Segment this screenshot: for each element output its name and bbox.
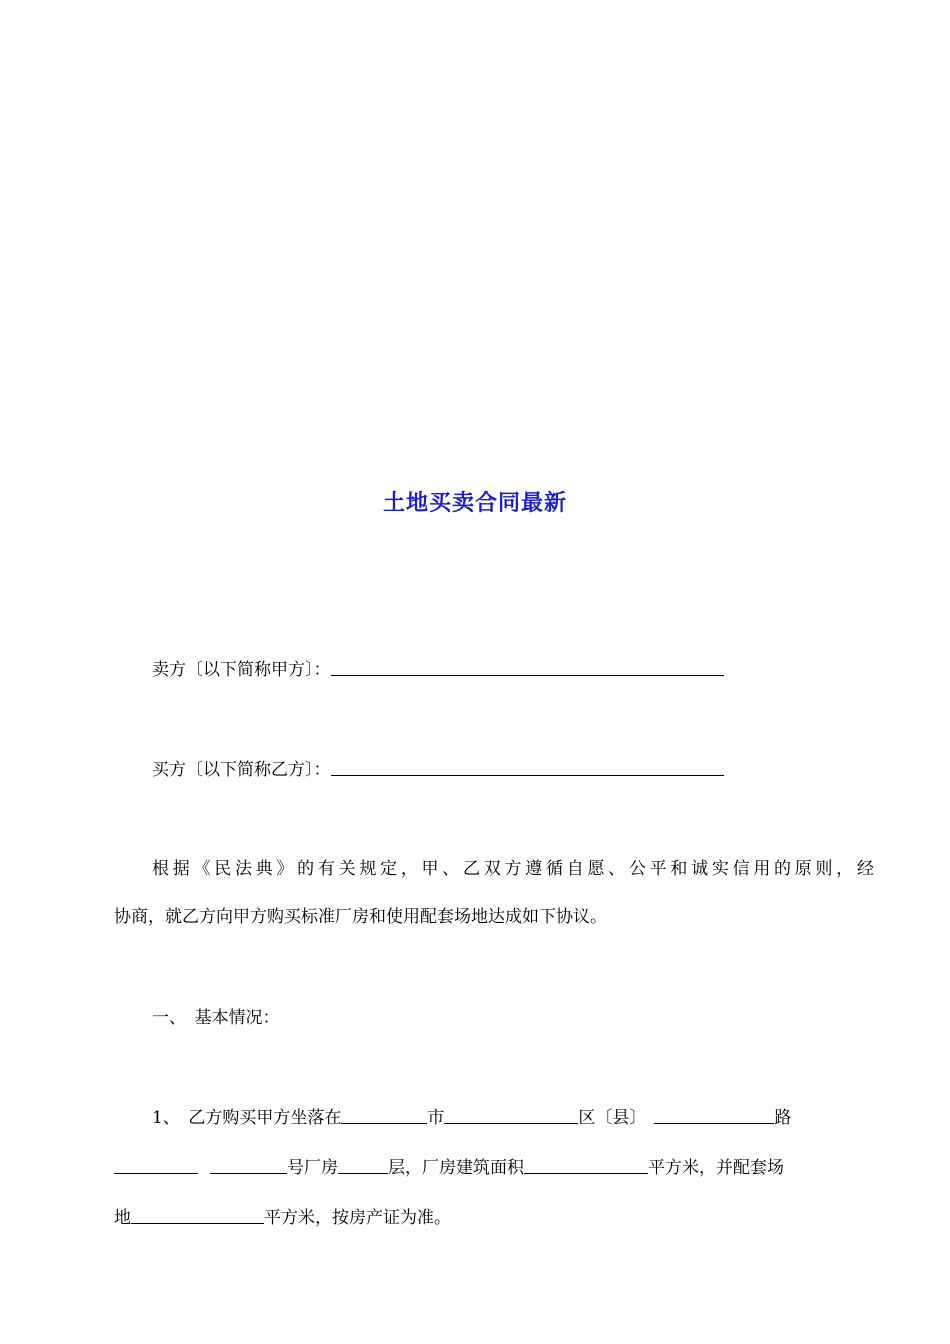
document-title: 土地买卖合同最新: [382, 491, 567, 516]
intro-paragraph-line-1: 根据《民法典》的有关规定，甲、乙双方遵循自愿、公平和诚实信用的原则，经: [152, 859, 874, 879]
item-1-prefix: 1、 乙方购买甲方坐落在: [152, 1108, 342, 1128]
building-no-label: 号厂房: [287, 1158, 338, 1178]
seller-name-blank[interactable]: [331, 655, 724, 676]
road-blank[interactable]: [654, 1103, 774, 1124]
item-1-line-3: [114, 1201, 836, 1235]
city-blank[interactable]: [341, 1103, 427, 1124]
road-label: 路: [774, 1108, 792, 1128]
seller-label: 卖方〔以下简称甲方〕：: [152, 660, 331, 680]
item-1-line-2: [114, 1151, 836, 1185]
floor-label: 层，厂房建筑面积: [388, 1158, 524, 1178]
road-no-blank[interactable]: [114, 1153, 198, 1174]
building-no-blank[interactable]: [210, 1153, 287, 1174]
item-1-end: 平方米，按房产证为准。: [264, 1208, 451, 1228]
land-label: 地: [114, 1208, 131, 1228]
intro-paragraph-line-2: 协商，就乙方向甲方购买标准厂房和使用配套场地达成如下协议。: [114, 907, 607, 927]
district-blank[interactable]: [444, 1103, 578, 1124]
buyer-line: [114, 753, 874, 787]
land-area-blank[interactable]: [131, 1203, 264, 1224]
city-label: 市: [427, 1108, 445, 1128]
buyer-label: 买方〔以下简称乙方〕：: [152, 760, 331, 780]
section-1-heading: 一、 基本情况：: [152, 1008, 280, 1028]
item-1-line-1: [114, 1101, 874, 1135]
district-label: 区〔县〕: [578, 1108, 647, 1128]
seller-line: [114, 653, 874, 687]
building-area-blank[interactable]: [524, 1153, 648, 1174]
buyer-name-blank[interactable]: [331, 755, 724, 776]
floor-blank[interactable]: [338, 1153, 388, 1174]
sqm-match-label: 平方米，并配套场: [648, 1158, 784, 1178]
